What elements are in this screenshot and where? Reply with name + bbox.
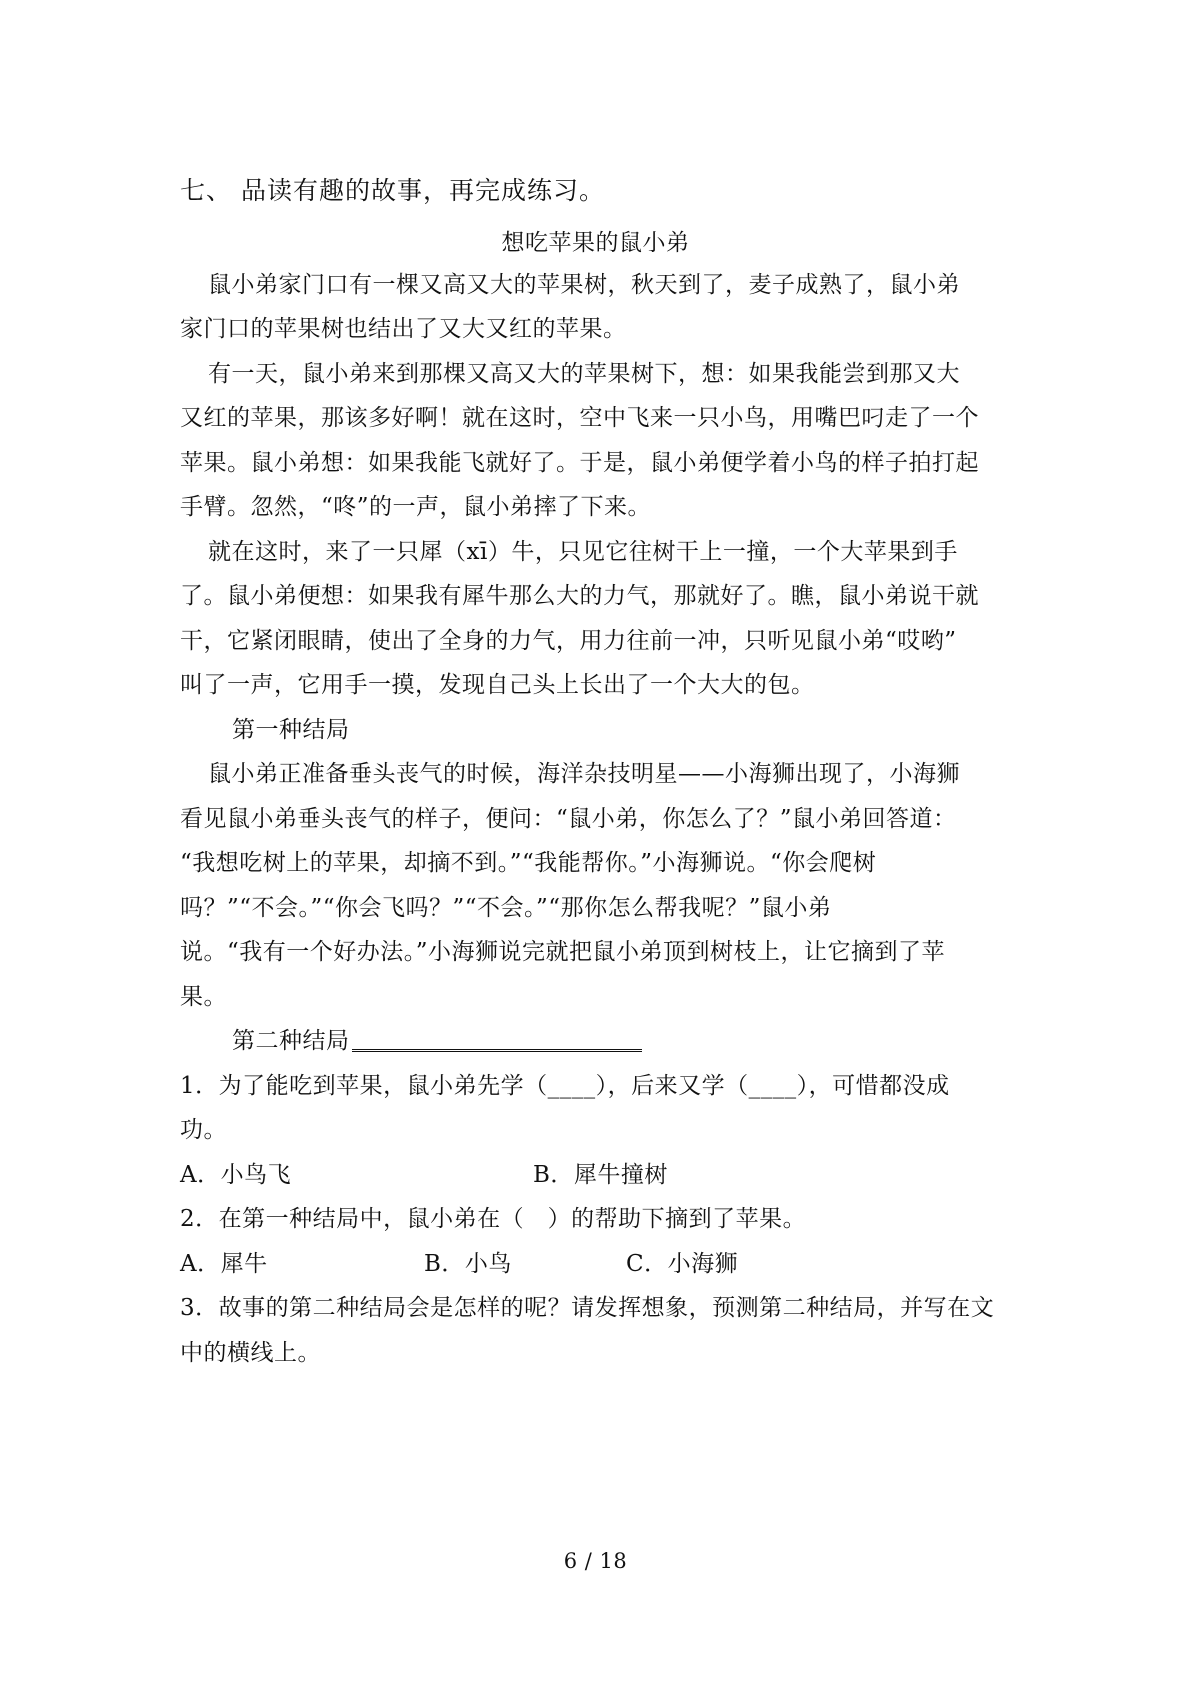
story-line: 有一天，鼠小弟来到那棵又高又大的苹果树下，想：如果我能尝到那又大 [208, 361, 960, 387]
story-title: 想吃苹果的鼠小弟 [501, 230, 690, 256]
q2-option-a: A．犀牛 [180, 1251, 268, 1277]
story-line: 家门口的苹果树也结出了又大又红的苹果。 [180, 316, 627, 342]
q1-option-b: B．犀牛撞树 [533, 1162, 668, 1188]
story-line: 手臂。忽然，“咚”的一声，鼠小弟摔了下来。 [180, 494, 652, 520]
question-1-cont: 功。 [180, 1117, 227, 1143]
story-line: 看见鼠小弟垂头丧气的样子，便问：“鼠小弟，你怎么了？”鼠小弟回答道： [180, 806, 957, 832]
story-line: 吗？”“不会。”“你会飞吗？”“不会。”“那你怎么帮我呢？”鼠小弟 [180, 895, 832, 921]
story-line: 就在这时，来了一只犀（xī）牛，只见它往树干上一撞，一个大苹果到手 [208, 539, 958, 565]
section-heading: 七、 品读有趣的故事，再完成练习。 [180, 176, 605, 205]
ending2-answer-line[interactable] [352, 1027, 642, 1052]
story-line: 果。 [180, 984, 227, 1010]
ending2-row [232, 1026, 642, 1056]
question-2: 2．在第一种结局中，鼠小弟在（ ）的帮助下摘到了苹果。 [180, 1206, 807, 1232]
q2-option-c: C．小海狮 [626, 1251, 739, 1277]
question-1: 1．为了能吃到苹果，鼠小弟先学（____），后来又学（____），可惜都没成 [180, 1073, 950, 1099]
question-3: 3．故事的第二种结局会是怎样的呢？请发挥想象，预测第二种结局，并写在文 [180, 1295, 995, 1321]
story-line: 说。“我有一个好办法。”小海狮说完就把鼠小弟顶到树枝上，让它摘到了苹 [180, 939, 946, 965]
story-line: 鼠小弟正准备垂头丧气的时候，海洋杂技明星——小海狮出现了，小海狮 [208, 761, 960, 787]
story-line: 鼠小弟家门口有一棵又高又大的苹果树，秋天到了，麦子成熟了，鼠小弟 [208, 272, 960, 298]
story-line: 又红的苹果，那该多好啊！就在这时，空中飞来一只小鸟，用嘴巴叼走了一个 [180, 405, 979, 431]
question-3-cont: 中的横线上。 [180, 1340, 321, 1366]
ending2-label: 第二种结局 [232, 1028, 350, 1054]
story-line: 苹果。鼠小弟想：如果我能飞就好了。于是，鼠小弟便学着小鸟的样子拍打起 [180, 450, 979, 476]
page-number: 6 / 18 [563, 1549, 628, 1573]
story-line: “我想吃树上的苹果，却摘不到。”“我能帮你。”小海狮说。“你会爬树 [180, 850, 877, 876]
story-line: 干，它紧闭眼睛，使出了全身的力气，用力往前一冲，只听见鼠小弟“哎哟” [180, 628, 957, 654]
q1-option-a: A．小鸟飞 [180, 1162, 292, 1188]
q2-option-b: B．小鸟 [424, 1251, 512, 1277]
story-line: 叫了一声，它用手一摸，发现自己头上长出了一个大大的包。 [180, 672, 815, 698]
story-line: 了。鼠小弟便想：如果我有犀牛那么大的力气，那就好了。瞧，鼠小弟说干就 [180, 583, 979, 609]
ending1-label: 第一种结局 [232, 717, 350, 743]
